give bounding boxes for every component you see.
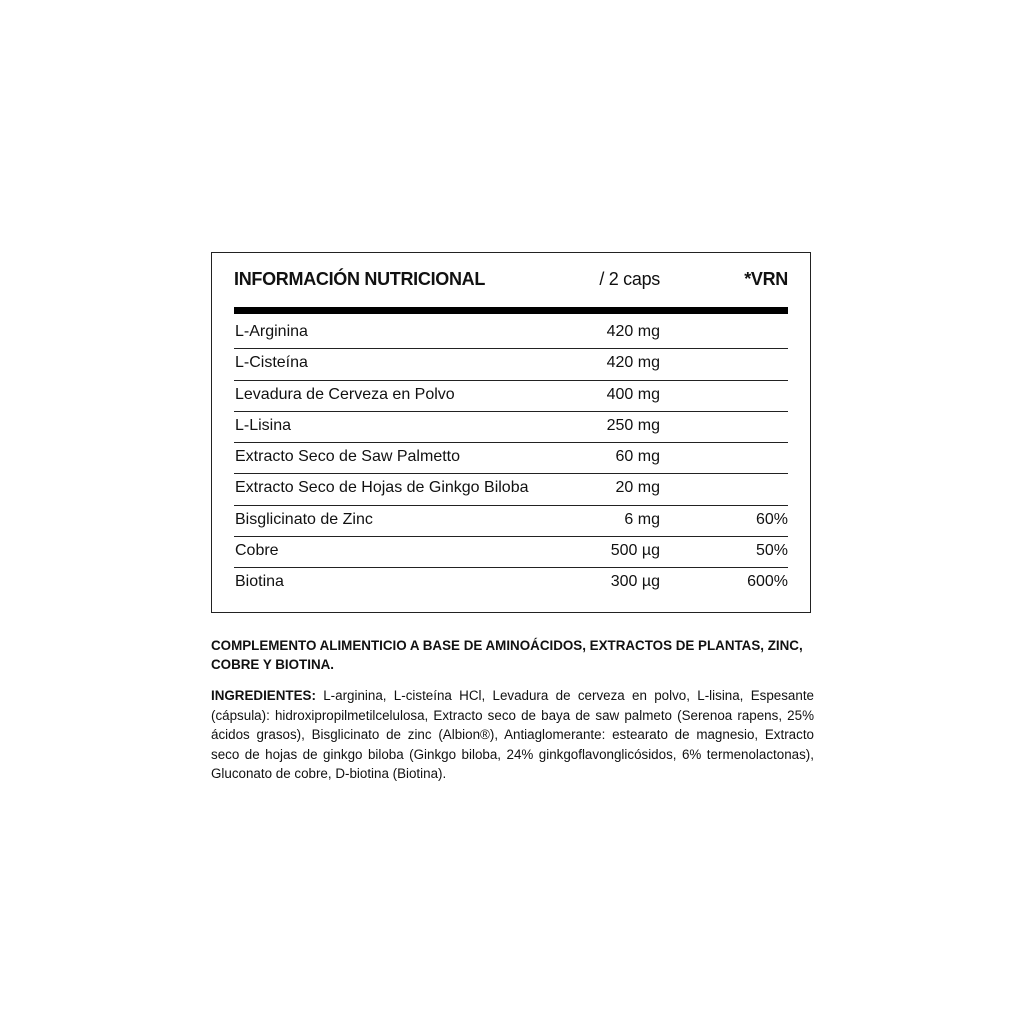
- nutrient-vrn: 600%: [747, 573, 788, 591]
- table-row: [234, 474, 788, 505]
- table-rows: [234, 318, 788, 600]
- table-row: [234, 568, 788, 599]
- nutrient-name: L-Lisina: [235, 416, 292, 434]
- nutrient-amount: 20 mg: [615, 479, 660, 497]
- nutrient-vrn: 50%: [755, 542, 788, 560]
- serving-size-header: / 2 caps: [599, 269, 660, 289]
- nutrient-name: Cobre: [235, 542, 279, 560]
- table-row: [234, 381, 788, 412]
- nutrient-amount: 500 µg: [610, 542, 660, 560]
- nutrient-name: Biotina: [235, 573, 284, 591]
- nutrient-name: L-Arginina: [235, 323, 308, 340]
- nutrient-amount: 6 mg: [624, 510, 660, 528]
- nutrient-amount: 420 mg: [606, 354, 660, 372]
- table-header: [234, 269, 788, 295]
- table-row: [234, 349, 788, 380]
- vrn-header: *VRN: [744, 269, 788, 289]
- nutrition-table: [211, 252, 811, 613]
- nutrient-name: Levadura de Cerveza en Polvo: [235, 385, 455, 403]
- table-row: [234, 412, 788, 443]
- nutrient-amount: 300 µg: [610, 573, 660, 591]
- nutrient-amount: 400 mg: [606, 385, 660, 403]
- header-divider: [234, 307, 788, 314]
- table-row: [234, 506, 788, 537]
- ingredients-text: L-arginina, L-cisteína HCl, Levadura de cerveza en polvo, L-lisina, Espesante (cápsula): hidroxipropilmetilcelulosa, Extracto seco de baya de saw palmeto (Serenoa rapens, 25% ácidos grasos), Bisglicinato de zinc (Albion®), Antiaglomerante: estearato de magnesio, Extracto seco de hojas de ginkgo biloba (Ginkgo biloba, 24% ginkgoflavonglicósidos, 6% termenolactonas), Gluconato de cobre, D-biotina (Biotina).: [211, 688, 814, 781]
- nutrient-amount: 250 mg: [606, 416, 660, 434]
- table-row: [234, 318, 788, 349]
- nutrient-amount: 420 mg: [606, 323, 660, 340]
- nutrient-name: Extracto Seco de Saw Palmetto: [235, 448, 460, 466]
- product-description: COMPLEMENTO ALIMENTICIO A BASE DE AMINOÁCIDOS, EXTRACTOS DE PLANTAS, ZINC, COBRE Y BIOTINA.: [211, 638, 803, 672]
- nutrient-name: Extracto Seco de Hojas de Ginkgo Biloba: [235, 479, 529, 497]
- nutrient-vrn: 60%: [755, 510, 788, 528]
- table-row: [234, 537, 788, 568]
- ingredients-block: [211, 686, 814, 784]
- nutrient-amount: 60 mg: [615, 448, 660, 466]
- nutrient-name: L-Cisteína: [235, 354, 308, 372]
- table-row: [234, 443, 788, 474]
- table-title: INFORMACIÓN NUTRICIONAL: [234, 269, 486, 289]
- ingredients-label: INGREDIENTES:: [211, 688, 316, 703]
- nutrient-name: Bisglicinato de Zinc: [235, 510, 373, 528]
